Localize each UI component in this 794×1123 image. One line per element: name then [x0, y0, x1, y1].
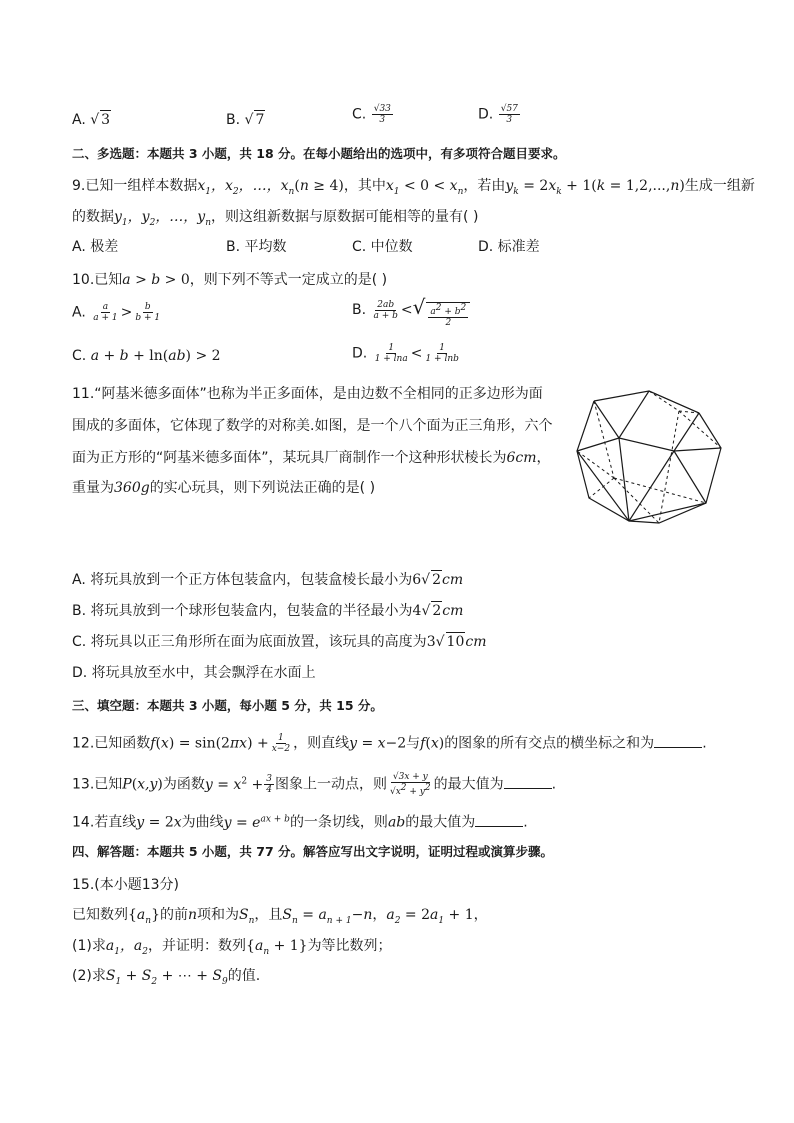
q15-stem: 已知数列$\{a_n\}$的前n项和为$S_n$，且$S_n = a_{n + 1}-n$，$a_2 = 2a_1 + 1$， [72, 907, 488, 926]
q8-option-b: B. √ 7 [226, 112, 265, 128]
option-label: B. [226, 112, 241, 128]
q10-option-b: B. $\frac{2ab}{a + b}$ <√ $\frac{a^2 + b^2}{2}$ [352, 298, 470, 328]
answer-blank[interactable] [654, 735, 702, 748]
q13: 13.已知P(x,y)为函数$y = x^2$ + $\frac{3}{4}$ 图象上一动点，则 $\frac{√3x + y}{√x^2 + y^2}$ 的最大值为 . [72, 772, 557, 798]
q15-text: ，并证明：数列 [148, 938, 247, 954]
q15-text: (1)求 [72, 938, 106, 954]
q15-text: ， [473, 907, 488, 923]
option-value: 7 [255, 112, 265, 128]
option-numerator: 33 [379, 104, 391, 114]
option-denominator: 3 [506, 115, 513, 125]
q15-text: 为等比数列； [307, 938, 392, 954]
q9-text: ，若由 [463, 178, 506, 194]
q13-text: . [551, 776, 557, 793]
option-label: D. [352, 345, 368, 362]
q13-text: 13.已知 [72, 776, 123, 793]
option-text: C. 将玩具以正三角形所在面为底面放置，该玩具的高度为 [72, 634, 427, 650]
q9-text: ，则这组新数据与原数据可能相等的量有( ) [211, 209, 479, 225]
q15-text: 已知数列 [72, 907, 128, 923]
q15-part1: (1)求$a_1$，$a_2$，并证明：数列$\{a_n + 1\}$为等比数列； [72, 938, 392, 957]
q11-text: ， [536, 450, 551, 466]
cuboctahedron-figure [574, 383, 724, 528]
option-numerator: 57 [506, 104, 518, 114]
option-radicand: 10 [446, 634, 465, 650]
option-unit: cm [465, 634, 487, 650]
q9-text: 生成一组新 [684, 178, 755, 194]
option-text: B. 将玩具放到一个球形包装盒内，包装盒的半径最小为 [72, 603, 413, 619]
option-radicand: 2 [432, 603, 442, 619]
q12-text: 与 [406, 735, 421, 752]
q15-title: 15.(本小题13分) [72, 877, 180, 893]
q12-text: 12.已知函数 [72, 735, 151, 752]
q9-text: 的数据 [72, 209, 114, 225]
q9-text: ，其中 [343, 178, 386, 194]
q15-text: ，且 [254, 907, 283, 923]
q12-text: 的图象的所有交点的横坐标之和为 [444, 735, 655, 752]
q11-line2: 围成的多面体，它体现了数学的对称美.如图，是一个八个面为正三角形，六个 [72, 418, 553, 434]
q11-line4 [72, 479, 375, 497]
q13-text: 图象上一动点，则 [274, 776, 387, 793]
q11-option-d: D. 将玩具放至水中，其会飘浮在水面上 [72, 665, 316, 681]
q8-option-a: A. √ 3 [72, 112, 111, 128]
q10-option-c: C. a + b + ln(ab) > 2 [72, 348, 221, 364]
q9-option-c: C. 中位数 [352, 239, 413, 255]
q11-text: 重量为 [72, 480, 114, 496]
q15-text: 的值. [227, 968, 261, 984]
q14: 14.若直线y = 2x为曲线$y = e^{ax + b}$的一条切线，则ab的最大值为 . [72, 814, 528, 831]
answer-blank[interactable] [475, 814, 523, 827]
option-text: A. 将玩具放到一个正方体包装盒内，包装盒棱长最小为 [72, 572, 413, 588]
q9-line1: 9.已知一组样本数据$x_1$，$x_2$，…，$x_n(n \ge 4)$，其中$x_1 < 0 < x_n$，若由$y_k = 2x_k + 1(k = 1,2,...,n)$生成一组新 [72, 178, 755, 197]
option-denominator: 3 [379, 115, 386, 125]
q8-option-d: D. $\frac{√57}{3}$ [478, 104, 518, 125]
q15-text: (2)求 [72, 968, 106, 984]
q14-text: 的最大值为 [405, 814, 476, 831]
q15-text: 的前 [160, 907, 188, 923]
q12-text: . [702, 735, 707, 752]
q9-text: 9.已知一组样本数据 [72, 178, 198, 194]
q10-text: ，则下列不等式一定成立的是( ) [189, 272, 388, 288]
option-coef: 4 [412, 603, 422, 619]
q11-option-c: C. 将玩具以正三角形所在面为底面放置，该玩具的高度为3√ 10cm [72, 634, 487, 650]
q11-text: 的实心玩具，则下列说法正确的是( ) [149, 480, 376, 496]
section2-header: 二、多选题：本题共 3 小题，共 18 分。在每小题给出的选项中，有多项符合题目要求。 [72, 146, 566, 161]
option-label: B. [352, 302, 367, 318]
option-unit: cm [442, 572, 464, 588]
q11-line3 [72, 449, 551, 467]
q15-part2: (2)求$S_1 + S_2$ + ⋯ + $S_9$的值. [72, 968, 261, 987]
q14-text: . [523, 814, 528, 831]
q12-text: ，则直线 [293, 735, 350, 752]
option-label: C. [352, 106, 367, 123]
q11-text: 面为正方形的“阿基米德多面体”，某玩具厂商制作一个这种形状棱长为 [72, 450, 507, 466]
q10-stem: 10.已知a > b > 0，则下列不等式一定成立的是( ) [72, 272, 388, 288]
option-coef: 6 [412, 572, 422, 588]
q10-option-a: A. $\frac{a}{a + 1}$ > $\frac{b}{b + 1}$ [72, 302, 161, 323]
section3-header: 三、填空题：本题共 3 小题，每小题 5 分，共 15 分。 [72, 698, 383, 713]
q15-text: 项和为 [197, 907, 240, 923]
q11-option-a: A. 将玩具放到一个正方体包装盒内，包装盒棱长最小为6√ 2cm [72, 572, 464, 588]
q13-text: 为函数 [162, 776, 205, 793]
q10-text: 10.已知 [72, 272, 123, 288]
q12: 12.已知函数f(x) = sin(2πx) + $\frac{1}{x-2}$ ，则直线y = x−2与f(x)的图象的所有交点的横坐标之和为 . [72, 733, 707, 754]
option-label: D. [478, 106, 494, 123]
q14-text: 的一条切线，则 [289, 814, 388, 831]
q11-option-b: B. 将玩具放到一个球形包装盒内，包装盒的半径最小为4√ 2cm [72, 603, 464, 619]
answer-blank[interactable] [504, 776, 552, 789]
q11-line1: 11.“阿基米德多面体”也称为半正多面体，是由边数不全相同的正多边形为面 [72, 386, 543, 402]
option-radicand: 2 [432, 572, 441, 588]
q14-text: 为曲线 [181, 814, 224, 831]
section4-header: 四、解答题：本题共 5 小题，共 77 分。解答应写出文字说明，证明过程或演算步骤。 [72, 844, 554, 859]
q15-text: ， [372, 907, 387, 923]
option-label: C. [72, 348, 87, 364]
q11-weight: 360g [114, 480, 150, 496]
q9-line2: 的数据$y_1$，$y_2$，…，$y_n$，则这组新数据与原数据可能相等的量有( ) [72, 209, 479, 228]
option-label: A. [72, 112, 86, 128]
q8-option-c: C. $\frac{√33}{3}$ [352, 104, 391, 125]
q13-text: 的最大值为 [433, 776, 504, 793]
q14-text: 14.若直线 [72, 814, 137, 831]
q10-option-d: D. $\frac{1}{1 + \ln a}$ < $\frac{1}{1 + \ln b}$ [352, 343, 459, 364]
option-label: A. [72, 304, 86, 321]
q11-length: 6cm [506, 450, 537, 466]
option-value: 3 [101, 112, 111, 128]
option-unit: cm [442, 603, 464, 619]
q9-option-d: D. 标准差 [478, 239, 540, 255]
option-coef: 3 [426, 634, 436, 650]
q9-option-b: B. 平均数 [226, 239, 287, 255]
q9-option-a: A. 极差 [72, 239, 119, 255]
